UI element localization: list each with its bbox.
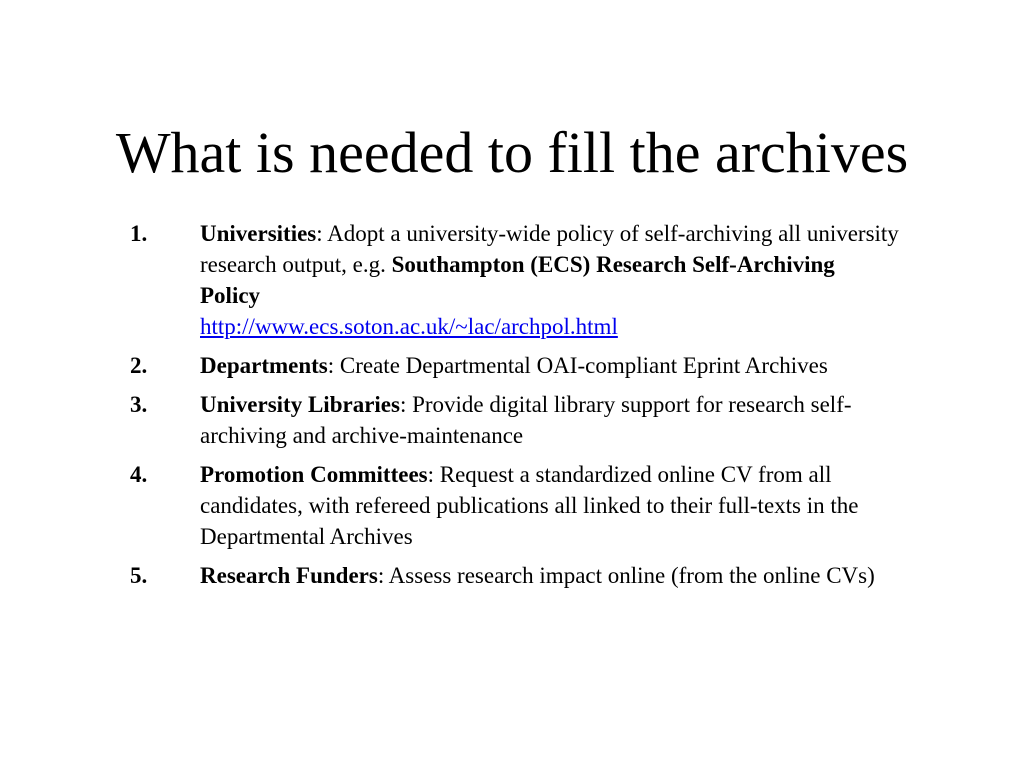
slide-title: What is needed to fill the archives (115, 120, 909, 185)
list-item (130, 389, 900, 451)
item-number: 4. (130, 462, 148, 487)
item-text: : Adopt a university-wide policy of self-archiving all university research output, e.g. (200, 221, 899, 277)
numbered-list (130, 218, 900, 599)
item-number: 2. (130, 353, 148, 378)
item-heading: Research Funders (200, 563, 378, 588)
policy-link[interactable]: http://www.ecs.soton.ac.uk/~lac/archpol.html (200, 314, 618, 339)
item-number: 1. (130, 221, 148, 246)
policy-name: Southampton (ECS) Research Self-Archiving Policy (200, 252, 835, 308)
item-text: : Create Departmental OAI-compliant Eprint Archives (327, 353, 828, 378)
list-item (130, 459, 900, 552)
list-item (130, 350, 900, 381)
item-number: 5. (130, 563, 148, 588)
item-number: 3. (130, 392, 148, 417)
item-heading: Promotion Committees (200, 462, 428, 487)
item-text: : Request a standardized online CV from all candidates, with refereed publications all linked to their full-texts in the Departmental Archives (200, 462, 859, 549)
list-item (130, 560, 900, 591)
item-text: : Provide digital library support for research self-archiving and archive-maintenance (200, 392, 852, 448)
item-heading: Departments (200, 353, 328, 378)
item-heading: University Libraries (200, 392, 400, 417)
item-text: : Assess research impact online (from the online CVs) (377, 563, 875, 588)
list-item (130, 218, 900, 342)
item-heading: Universities (200, 221, 317, 246)
